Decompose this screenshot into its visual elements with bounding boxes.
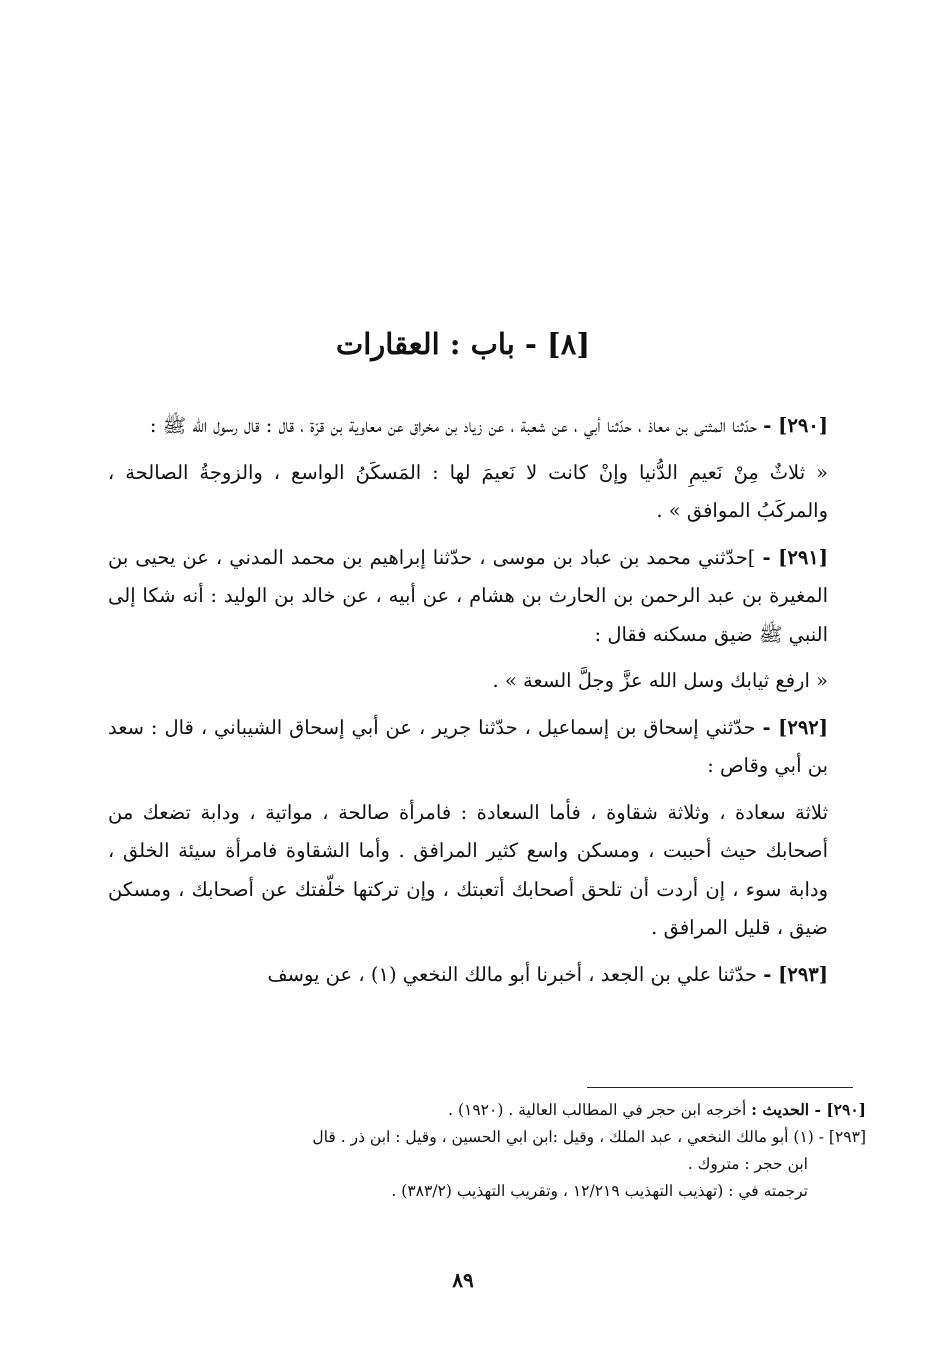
footnote-293-line1: [٢٩٣] - (١) أبو مالك النخعي ، عبد الملك ، وقيل :ابن ابي الحسين ، وقيل : ابن ذر . قال: [312, 1128, 866, 1146]
chapter-title: [٨] - باب : العقارات: [335, 327, 591, 361]
isnad-text: حدّثنا المثنى بن معاذ ، حدّثنا أبي ، عن شعبة ، عن زياد بن مخراق عن معاوية بن قرّة ، قال : قال رسول الله ﷺ :: [149, 414, 758, 437]
main-text: [108, 407, 828, 1002]
hadith-number: [٢٩١] -: [762, 545, 829, 569]
hadith-292-matn: ثلاثة سعادة ، وثلاثة شقاوة ، فأما السعادة : فامرأة صالحة ، مواتية ، ودابة تضعك من أصحابك حيث أحببت ، ومسكن واسع كثير المرافق . وأما الشقاوة فامرأة سيئة الخلق ، ودابة سوء ، إن أردت أن تلحق أصحابك أتعبتك ، وإن تركتها خلّفتك عن أصحابك ، ومسكن ضيق ، قليل المرافق .: [108, 800, 828, 939]
footnote-text: أخرجه ابن حجر في المطالب العالية . (١٩٢٠) .: [448, 1101, 747, 1119]
footnotes: [108, 1096, 866, 1205]
footnote-290: [108, 1096, 866, 1124]
hadith-290-matn: « ثلاثٌ مِنْ نَعيمِ الدُّنيا وإنْ كانت لا نَعيمَ لها : المَسكَنُ الواسع ، والزوجةُ الصالحة ، والمركَبُ الموافق » .: [108, 460, 828, 522]
footnote-label: [٢٩٠] - الحديث :: [751, 1100, 866, 1119]
footnote-293-line2: ابن حجر : متروك .: [687, 1155, 808, 1173]
hadith-290-isnad: [108, 407, 828, 446]
footnote-293-line3: ترجمته في : (تهذيب التهذيب ١٢/٢١٩ ، وتقريب التهذيب (٣٨٣/٢) .: [391, 1182, 808, 1200]
isnad-text: ]حدّثني محمد بن عباد بن موسى ، حدّثنا إبراهيم بن محمد المدني ، عن يحيى بن المغيرة بن عبد الرحمن بن الحارث بن هشام ، عن أبيه ، عن خالد بن الوليد : أنه شكا إلى النبي ﷺ ضيق مسكنه فقال :: [108, 545, 828, 646]
hadith-number: [٢٩٣] -: [763, 962, 828, 986]
hadith-291-isnad: [108, 539, 828, 655]
hadith-291-matn: « ارفع ثيابك وسل الله عزَّ وجلَّ السعة » .: [492, 669, 828, 692]
isnad-text: حدّثنا علي بن الجعد ، أخبرنا أبو مالك النخعي (١) ، عن يوسف: [267, 962, 758, 986]
page-number: ٨٩: [452, 1268, 474, 1292]
hadith-number: [٢٩٢] -: [762, 715, 828, 739]
hadith-292-isnad: [108, 709, 828, 786]
isnad-text: حدّثني إسحاق بن إسماعيل ، حدّثنا جرير ، عن أبي إسحاق الشيباني ، قال : سعد بن أبي وقاص :: [108, 715, 828, 777]
hadith-number: [٢٩٠] -: [763, 414, 828, 437]
footnote-divider: [587, 1087, 853, 1088]
hadith-293-isnad: [108, 956, 828, 995]
